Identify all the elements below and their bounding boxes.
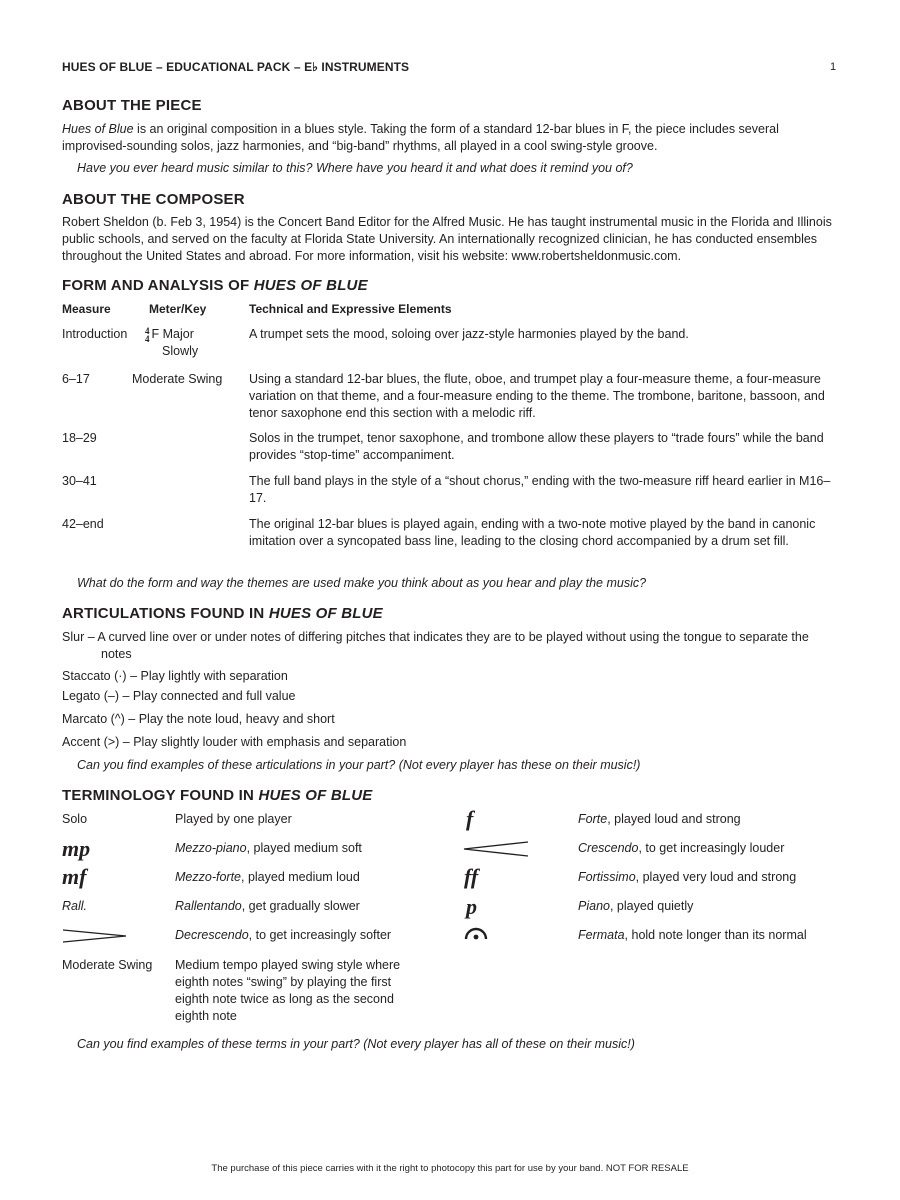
table-row-measure: Introduction xyxy=(62,327,128,341)
articulation-item-accent: Accent (>) – Play slightly louder with emphasis and separation xyxy=(62,735,407,749)
decrescendo-icon xyxy=(62,928,128,944)
articulations-heading: ARTICULATIONS FOUND IN HUES OF BLUE xyxy=(62,605,383,622)
about-composer-heading: ABOUT THE COMPOSER xyxy=(62,191,245,208)
term-definition: Fortissimo, played very loud and strong xyxy=(578,870,797,884)
term-definition: Rallentando, get gradually slower xyxy=(175,899,360,913)
column-header-meter-key: Meter/Key xyxy=(149,302,207,316)
term-definition: Played by one player xyxy=(175,812,292,826)
articulation-item-staccato: Staccato (·) – Play lightly with separation xyxy=(62,669,288,683)
form-analysis-heading: FORM AND ANALYSIS OF HUES OF BLUE xyxy=(62,277,368,294)
table-row-elements: The original 12-bar blues is played again, ending with a two-note motive played by the band in canonic imitation over a syncopated bass line, leading to the closing chord accompanied by a drum set fill. xyxy=(249,517,816,548)
piano-icon: p xyxy=(466,894,477,919)
term-definition: Crescendo, to get increasingly louder xyxy=(578,841,785,855)
term-definition: Fermata, hold note longer than its normal xyxy=(578,928,807,942)
term-rall: Rall. xyxy=(62,899,88,913)
about-piece-text: is an original composition in a blues style. Taking the form of a standard 12-bar blues in F, the piece includes several improvised-sounding solos, jazz harmonies, and “big-band” rhythms, all played in a cool swing-style groove. xyxy=(62,122,779,153)
about-composer-body: Robert Sheldon (b. Feb 3, 1954) is the Concert Band Editor for the Alfred Music. He has taught instrumental music in the Florida and Illinois public schools, and served on the faculty at Florida State University. An internationally recognized clinician, he has conducted ensembles throughout the United States and abroad. For more information, visit his website: www.robertsheldonmusic.com. xyxy=(62,215,832,263)
about-piece-body xyxy=(62,121,838,155)
articulation-item-marcato: Marcato (^) – Play the note loud, heavy and short xyxy=(62,712,335,726)
piece-title: Hues of Blue xyxy=(62,122,134,136)
term-solo: Solo xyxy=(62,812,88,826)
terminology-heading: TERMINOLOGY FOUND IN HUES OF BLUE xyxy=(62,787,373,804)
articulation-item-legato: Legato (–) – Play connected and full value xyxy=(62,689,296,703)
articulation-item-slur: Slur – A curved line over or under notes of differing pitches that indicates they are to be played without using the tongue to separate the notes xyxy=(62,630,809,661)
terminology-question: Can you find examples of these terms in your part? (Not every player has all of these on their music!) xyxy=(77,1037,635,1051)
fermata-icon xyxy=(464,925,488,943)
table-row-elements: The full band plays in the style of a “shout chorus,” ending with the two-measure riff heard earlier in M16–17. xyxy=(249,474,831,505)
table-row-measure: 6–17 xyxy=(62,372,90,386)
table-row-measure: 42–end xyxy=(62,517,104,531)
term-moderate-swing: Moderate Swing xyxy=(62,958,153,972)
mezzo-forte-icon: mf xyxy=(62,864,87,889)
forte-icon: f xyxy=(466,806,474,831)
table-row-meter-key: 4 4 F Major Slowly xyxy=(145,325,199,358)
table-row-measure: 18–29 xyxy=(62,431,97,445)
page-number: 1 xyxy=(830,61,837,73)
term-definition: Medium tempo played swing style where eighth notes “swing” by playing the first eighth note twice as long as the second eighth note xyxy=(175,958,401,1023)
table-row-measure: 30–41 xyxy=(62,474,97,488)
mezzo-piano-icon: mp xyxy=(62,836,91,861)
table-row-elements: A trumpet sets the mood, soloing over jazz-style harmonies played by the band. xyxy=(249,327,689,341)
copyright-footer: The purchase of this piece carries with it the right to photocopy this part for use by your band. NOT FOR RESALE xyxy=(211,1163,689,1174)
document-header-title: HUES OF BLUE – EDUCATIONAL PACK – E♭ INSTRUMENTS xyxy=(62,60,410,74)
term-definition: Piano, played quietly xyxy=(578,899,694,913)
about-piece-heading: ABOUT THE PIECE xyxy=(62,97,202,114)
term-definition: Forte, played loud and strong xyxy=(578,812,741,826)
column-header-measure: Measure xyxy=(62,302,111,316)
column-header-elements: Technical and Expressive Elements xyxy=(249,302,452,316)
term-definition: Decrescendo, to get increasingly softer xyxy=(175,928,392,942)
time-signature-icon: 4 4 xyxy=(145,325,150,344)
crescendo-icon xyxy=(462,840,530,858)
form-analysis-question: What do the form and way the themes are used make you think about as you hear and play the music? xyxy=(77,576,647,590)
table-row-elements: Using a standard 12-bar blues, the flute, oboe, and trumpet play a four-measure theme, a four-measure variation on that theme, and a four-measure ending to the theme. The trombone, baritone, bassoon, and tenor saxophone end this section with a melodic riff. xyxy=(249,372,825,420)
fortissimo-icon: ff xyxy=(464,864,479,889)
table-row-meter-key: Moderate Swing xyxy=(132,372,223,386)
term-definition: Mezzo-forte, played medium loud xyxy=(175,870,360,884)
table-row-elements: Solos in the trumpet, tenor saxophone, and trombone allow these players to “trade fours” while the band provides “stop-time” accompaniment. xyxy=(249,431,824,462)
term-definition: Mezzo-piano, played medium soft xyxy=(175,841,362,855)
articulations-question: Can you find examples of these articulations in your part? (Not every player has these on their music!) xyxy=(77,758,641,772)
about-piece-question: Have you ever heard music similar to this? Where have you heard it and what does it remind you of? xyxy=(77,161,633,175)
